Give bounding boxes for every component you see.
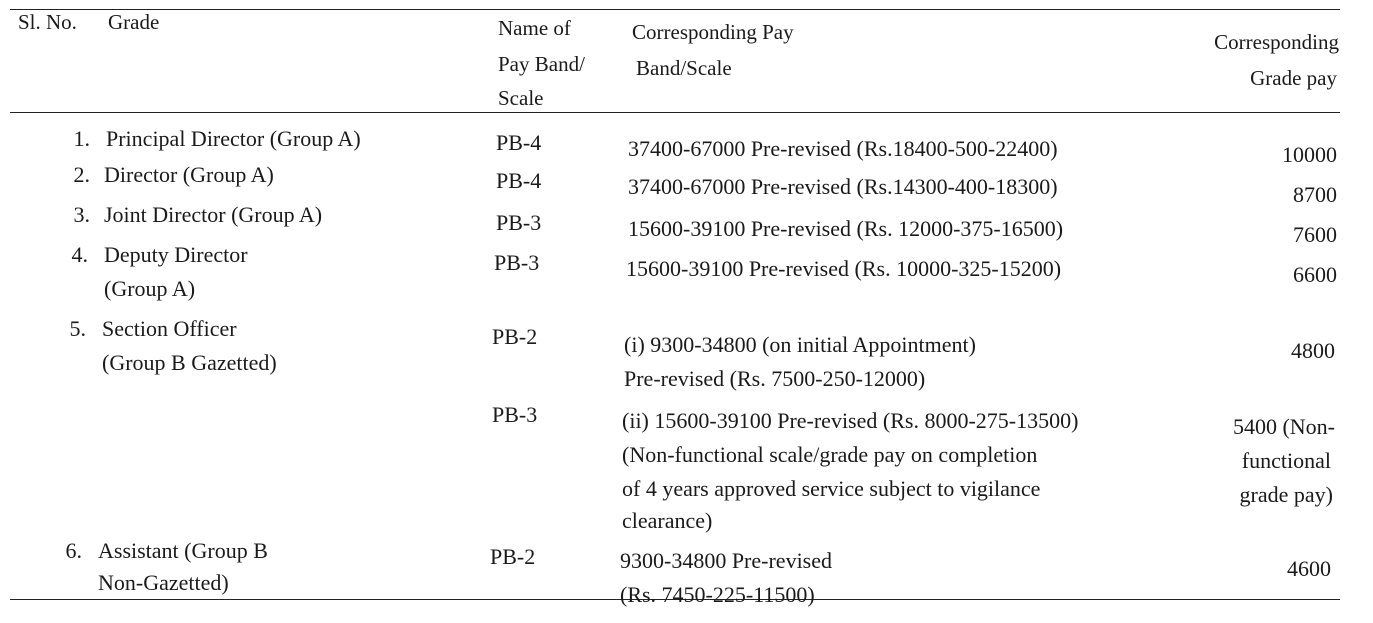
row-5b-gradepay-line1: 5400 (Non- (1232, 414, 1335, 439)
header-payband-line3: Scale (498, 86, 544, 110)
row-5-scale-line1: (i) 9300-34800 (on initial Appointment) (624, 332, 976, 357)
row-3-payband: PB-3 (496, 210, 542, 235)
row-6-scale-line2: (Rs. 7450-225-11500) (620, 582, 815, 607)
row-5-number: 5. (69, 316, 86, 341)
header-payband-line2: Pay Band/ (498, 52, 585, 76)
row-5-grade-line2: (Group B Gazetted) (102, 350, 277, 375)
row-2-payband: PB-4 (496, 168, 542, 193)
header-gradepay-line1: Corresponding (1214, 30, 1339, 54)
header-payband-line1: Name of (498, 16, 571, 40)
row-6-grade-line2: Non-Gazetted) (98, 570, 229, 595)
row-5b-payband: PB-3 (492, 402, 538, 427)
header-grade: Grade (108, 10, 160, 34)
row-6-number: 6. (65, 538, 82, 563)
row-5b-scale-line3: of 4 years approved service subject to vigilance (622, 476, 1041, 501)
row-1-scale: 37400-67000 Pre-revised (Rs.18400-500-22400) (628, 136, 1058, 161)
row-6-scale-line1: 9300-34800 Pre-revised (620, 548, 833, 573)
row-2-grade: Director (Group A) (104, 162, 274, 187)
row-3-number: 3. (73, 202, 90, 227)
row-5b-scale-line1: (ii) 15600-39100 Pre-revised (Rs. 8000-275-13500) (622, 408, 1079, 433)
row-6-grade-line1: Assistant (Group B (98, 538, 268, 563)
row-4-number: 4. (71, 242, 88, 267)
row-5-grade-line1: Section Officer (102, 316, 237, 341)
row-4-scale: 15600-39100 Pre-revised (Rs. 10000-325-15200) (626, 256, 1062, 281)
row-5-payband: PB-2 (492, 324, 538, 349)
row-2-scale: 37400-67000 Pre-revised (Rs.14300-400-18300) (628, 174, 1058, 199)
row-1-number: 1. (73, 126, 90, 151)
row-5b-scale-line2: (Non-functional scale/grade pay on completion (622, 442, 1038, 467)
row-3-scale: 15600-39100 Pre-revised (Rs. 12000-375-16500) (628, 216, 1064, 241)
top-rule (10, 9, 1340, 10)
header-slno: Sl. No. (18, 10, 77, 34)
row-1-gradepay: 10000 (1282, 142, 1337, 167)
row-5-gradepay: 4800 (1291, 338, 1335, 363)
header-scale-line2: Band/Scale (636, 56, 732, 80)
row-5b-gradepay-line2: functional (1241, 448, 1331, 473)
row-1-payband: PB-4 (496, 130, 542, 155)
row-4-grade-line1: Deputy Director (104, 242, 248, 267)
row-5-scale-line2: Pre-revised (Rs. 7500-250-12000) (624, 366, 926, 391)
header-rule (10, 112, 1340, 113)
row-2-gradepay: 8700 (1293, 182, 1337, 207)
row-3-gradepay: 7600 (1293, 222, 1337, 247)
row-3-grade: Joint Director (Group A) (104, 202, 323, 227)
row-5b-scale-line4: clearance) (622, 508, 713, 533)
row-5b-gradepay-line3: grade pay) (1239, 482, 1333, 507)
row-6-payband: PB-2 (490, 544, 536, 569)
row-1-grade: Principal Director (Group A) (106, 126, 361, 151)
header-gradepay-line2: Grade pay (1250, 66, 1337, 90)
row-6-gradepay: 4600 (1287, 556, 1331, 581)
row-2-number: 2. (73, 162, 90, 187)
row-4-grade-line2: (Group A) (104, 276, 196, 301)
row-4-payband: PB-3 (494, 250, 540, 275)
header-scale-line1: Corresponding Pay (632, 20, 794, 44)
row-4-gradepay: 6600 (1293, 262, 1337, 287)
